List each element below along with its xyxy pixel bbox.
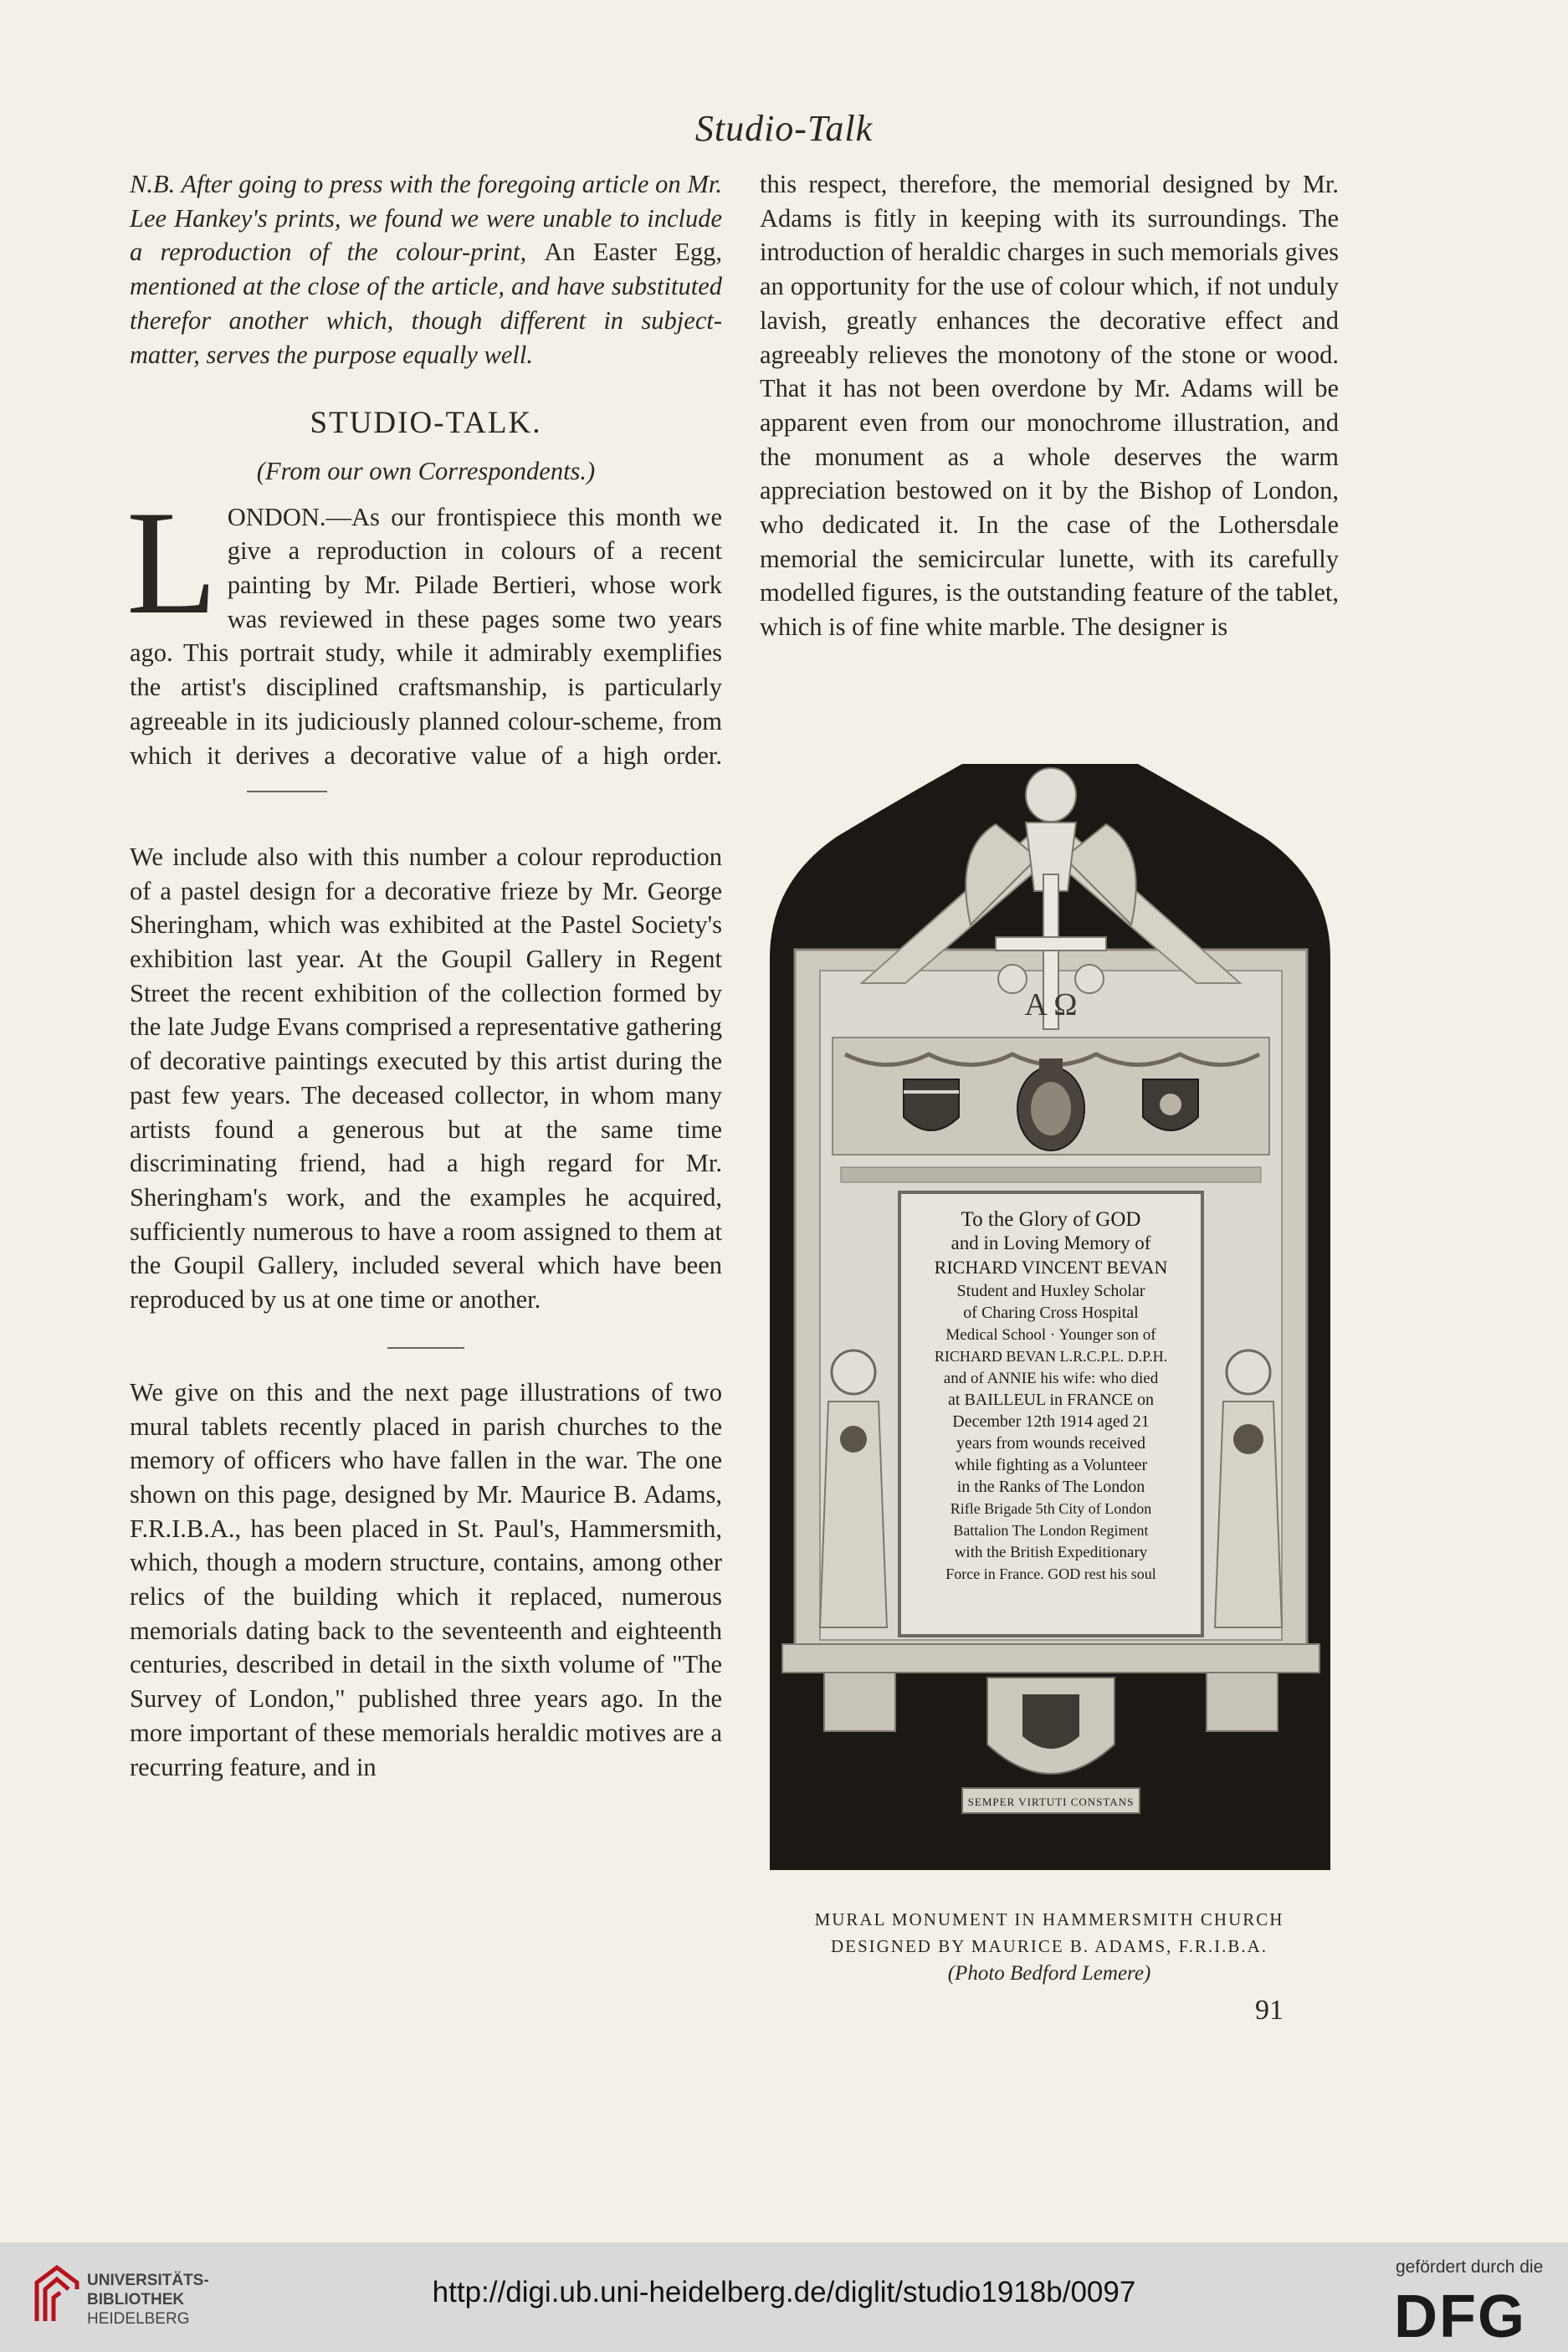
section-title: STUDIO-TALK. (310, 406, 542, 441)
section-rule (387, 1347, 464, 1349)
note-print-title: An Easter Egg, (544, 238, 722, 267)
library-name-line: BIBLIOTHEK (87, 2291, 185, 2308)
inscription-line: Battalion The London Regiment (953, 1522, 1149, 1539)
inscription-line: Force in France. GOD rest his soul (945, 1565, 1156, 1582)
photo-credit: (Photo Bedford Lemere) (947, 1962, 1151, 1985)
paragraph-sheringham: We include also with this number a colour reproduction of a pastel design for a decorative frieze by Mr. George Sheringham, which was exhibited at the Pastel Society's exhibition last year. At the Goupil Gallery in Regent Street the recent exhibition of the collection formed by the late Judge Evans comprised a representative gathering of decorative paintings executed by this artist during the past few years. The deceased collector, in whom many artists found a generous but at the same time discriminating friend, had a high regard for Mr. Sheringham's work, and the examples he acquired, sufficiently numerous to have a room assigned to them at the Goupil Gallery, included several which have been reproduced by us at one time or another. (130, 842, 722, 1314)
inscription-line: Rifle Brigade 5th City of London (950, 1500, 1152, 1517)
inscription-line: and in Loving Memory of (951, 1232, 1151, 1253)
inscription-line: To the Glory of GOD (961, 1208, 1141, 1231)
note-part1: N.B. After going to press with the foregoing article on Mr. Lee Hankey's prints, we found we were unable to include a reproduction of the colour-print, (130, 170, 722, 267)
inscription-line: with the British Expeditionary (954, 1544, 1148, 1561)
heraldic-shield-icon (904, 1079, 959, 1130)
funding-label: gefördert durch die (1396, 2257, 1544, 2277)
paragraph-london-text: ONDON.—As our frontispiece this month we give a reproduction in colours of a recent painting by Mr. Pilade Bertieri, whose work was reviewed in these pages some two years ago. This portrait study, while it admirably exemplifies the artist's disciplined craftsmanship, is particularly agreeable in its judiciously planned colour-scheme, from which it derives a decorative value of a high order. (130, 502, 722, 770)
library-name-line: HEIDELBERG (87, 2310, 190, 2328)
right-column (760, 167, 1339, 644)
inscription-line: at BAILLEUL in FRANCE on (948, 1391, 1154, 1409)
inscription-line: Student and Huxley Scholar (956, 1282, 1145, 1300)
inscription-line: December 12th 1914 aged 21 (952, 1412, 1150, 1431)
inscription-line: RICHARD VINCENT BEVAN (934, 1257, 1168, 1278)
inscription-line: RICHARD BEVAN L.R.C.P.L. D.P.H. (934, 1348, 1168, 1365)
page-number: 91 (1255, 1995, 1284, 2026)
mural-monument-photo (761, 757, 1339, 1878)
dfg-logo: DFG (1394, 2283, 1526, 2350)
paragraph-mural-tablets-continued: this respect, therefore, the memorial designed by Mr. Adams is fitly in keeping with its surroundings. The introduction of heraldic charges in such memorials gives an opportunity for the use of colour which, if not unduly lavish, greatly enhances the decorative effect and agreeably relieves the monotony of the stone or wood. That it has not been overdone by Mr. Adams will be apparent even from our monochrome illustration, and the monument as a whole deserves the warm appreciation bestowed on it by the Bishop of London, who dedicated it. In the case of the Lothersdale memorial the semicircular lunette, with its carefully modelled figures, is the outstanding feature of the tablet, which is of fine white marble. The designer is (760, 170, 1339, 642)
running-head: Studio-Talk (694, 108, 874, 149)
paragraph-london (126, 479, 722, 807)
inscription-line: of Charing Cross Hospital (963, 1304, 1139, 1322)
inscription-line: while fighting as a Volunteer (954, 1456, 1148, 1474)
note-part2: mentioned at the close of the article, and have substituted therefor another which, though different in subject-matter, serves the purpose equally well. (130, 272, 722, 369)
inscription-line: and of ANNIE his wife: who died (943, 1370, 1159, 1387)
editor-note (130, 167, 722, 372)
heraldic-shield-icon (1143, 1079, 1198, 1130)
drop-cap: L (126, 479, 218, 645)
left-column (126, 167, 722, 1784)
caption-line: MURAL MONUMENT IN HAMMERSMITH CHURCH (814, 1909, 1284, 1929)
crest-shield-icon (987, 1678, 1115, 1774)
section-subtitle: (From our own Correspondents.) (256, 456, 596, 485)
library-name-line: UNIVERSITÄTS- (87, 2272, 209, 2289)
inscription-line: years from wounds received (956, 1434, 1146, 1453)
alpha-omega-text: A Ω (1024, 987, 1078, 1022)
motto-scroll: SEMPER VIRTUTI CONSTANS (967, 1796, 1135, 1808)
inscription-line: Medical School · Younger son of (945, 1326, 1156, 1344)
permalink-url[interactable]: http://digi.ub.uni-heidelberg.de/diglit/studio1918b/0097 (432, 2276, 1136, 2308)
section-rule (247, 791, 327, 792)
figure-caption (760, 1906, 1339, 1960)
digitization-footer (0, 2242, 1568, 2352)
paragraph-mural-tablets: We give on this and the next page illustrations of two mural tablets recently placed in parish churches to the memory of officers who have fallen in the war. The one shown on this page, designed by Mr. Maurice B. Adams, F.R.I.B.A., has been placed in St. Paul's, Hammersmith, which, though a modern structure, contains, among other relics of the building which it replaced, numerous memorials dating back to the seventeenth and eighteenth centuries, described in detail in the sixth volume of "The Survey of London," published three years ago. In the more important of these memorials heraldic motives are a recurring feature, and in (130, 1377, 722, 1781)
caption-line: DESIGNED BY MAURICE B. ADAMS, F.R.I.B.A. (830, 1936, 1268, 1956)
inscription-line: in the Ranks of The London (956, 1478, 1145, 1496)
